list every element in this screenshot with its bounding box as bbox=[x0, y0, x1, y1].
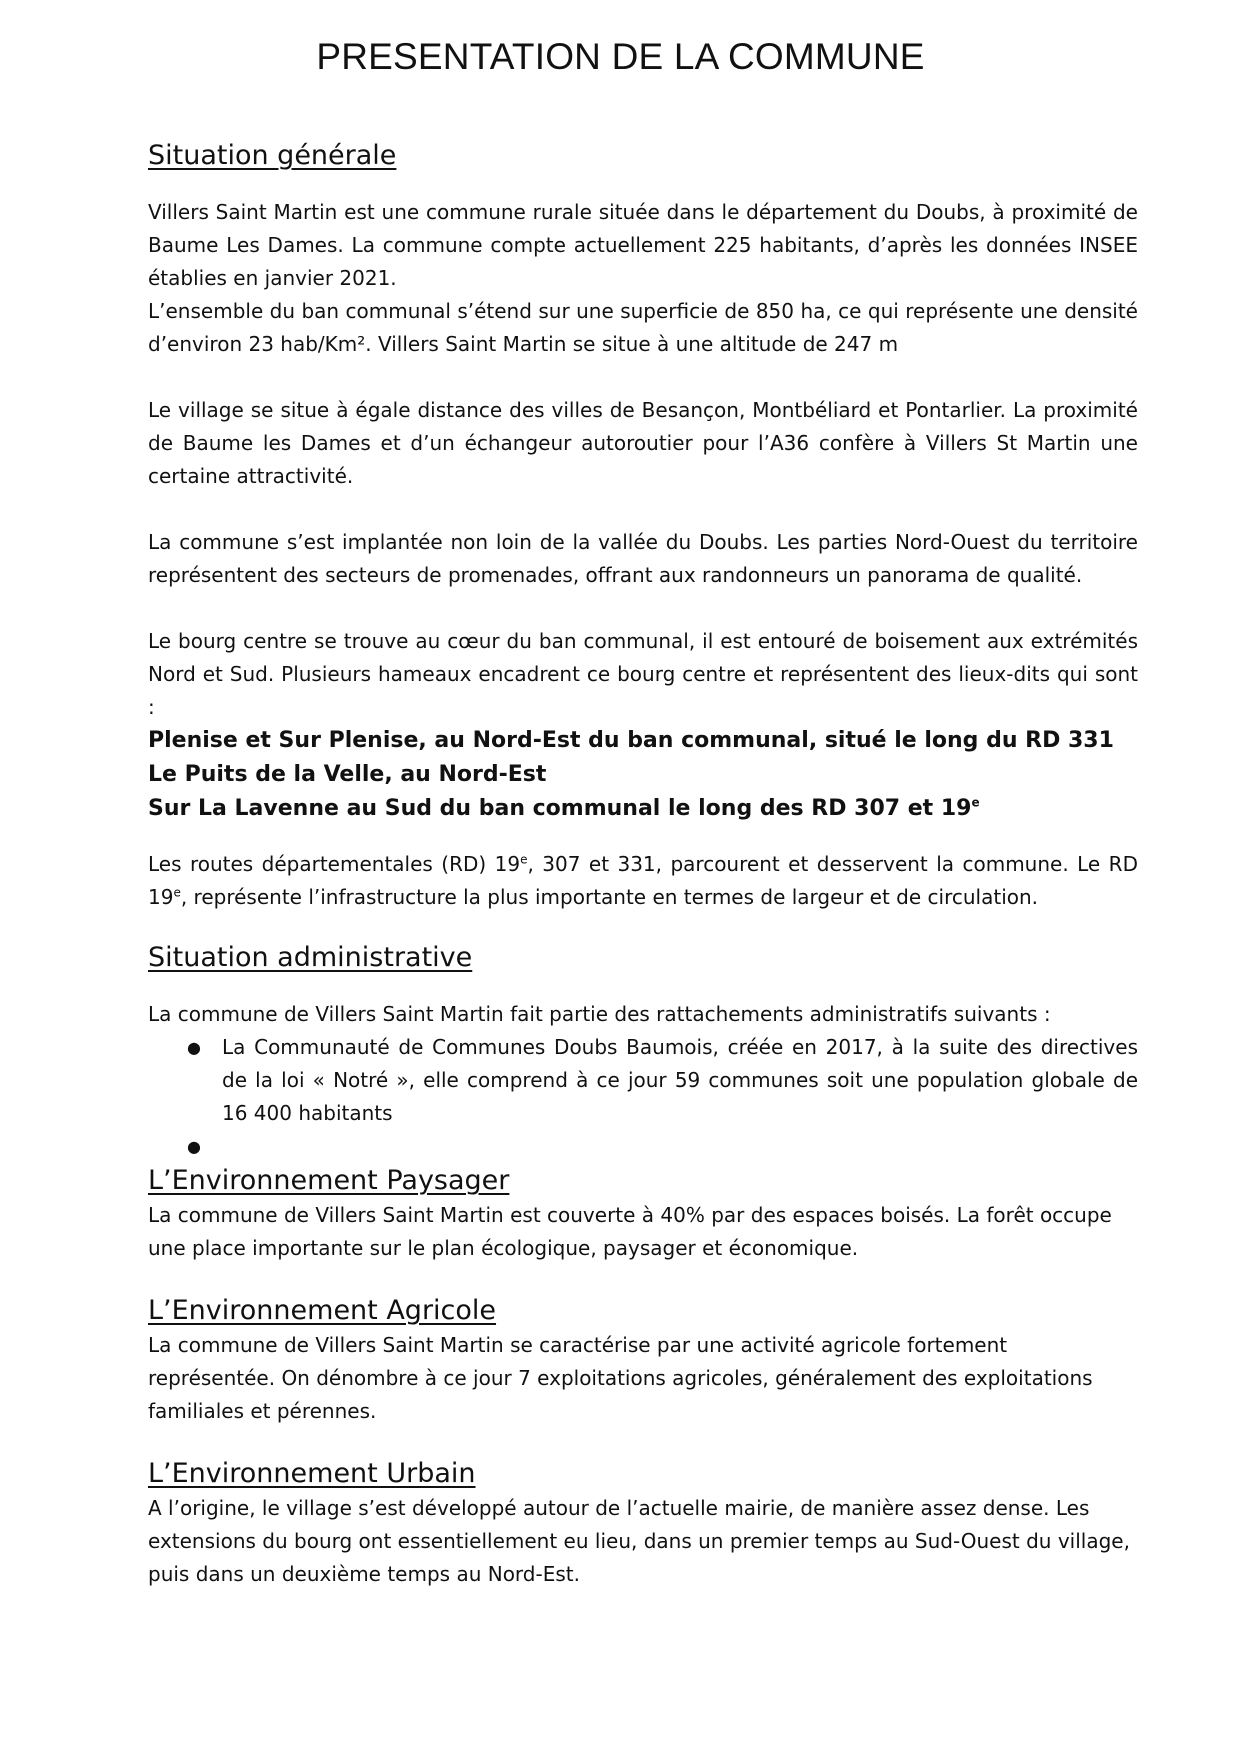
lieu-dit-text: Sur La Lavenne au Sud du ban communal le long des RD 307 et 19 bbox=[148, 796, 972, 821]
paragraph: La commune de Villers Saint Martin est couverte à 40% par des espaces boisés. La forêt occupe une place importante sur le plan écologique, paysager et économique. bbox=[148, 1203, 1112, 1260]
section-situation-administrative bbox=[148, 940, 1138, 1163]
section-heading: L’Environnement Agricole bbox=[148, 1295, 497, 1326]
bullet-list bbox=[148, 1031, 1138, 1163]
section-heading: L’Environnement Paysager bbox=[148, 1165, 510, 1196]
section-heading: Situation administrative bbox=[148, 942, 473, 973]
paragraph: Le village se situe à égale distance des villes de Besançon, Montbéliard et Pontarlier. La proximité de Baume les Dames et d’un échangeur autoroutier pour l’A36 confère à Villers St Martin une certaine attractivité. bbox=[148, 398, 1138, 488]
page-title: PRESENTATION DE LA COMMUNE bbox=[316, 36, 925, 77]
section-environnement-agricole bbox=[148, 1293, 1138, 1428]
superscript: e bbox=[971, 795, 980, 810]
list-item-empty bbox=[187, 1130, 1138, 1163]
paragraph: A l’origine, le village s’est développé autour de l’actuelle mairie, de manière assez dense. Les extensions du bourg ont essentiellement eu lieu, dans un premier temps au Sud-Ouest du village, puis dans un deuxième temps au Nord-Est. bbox=[148, 1496, 1130, 1586]
paragraph: La commune s’est implantée non loin de la vallée du Doubs. Les parties Nord-Ouest du territoire représentent des secteurs de promenades, offrant aux randonneurs un panorama de qualité. bbox=[148, 530, 1138, 587]
document-body bbox=[148, 138, 1138, 1591]
paragraph: Le bourg centre se trouve au cœur du ban communal, il est entouré de boisement aux extrémités Nord et Sud. Plusieurs hameaux encadrent ce bourg centre et représentent des lieux-dits qui sont : bbox=[148, 629, 1138, 719]
lieux-dits-list bbox=[148, 724, 1138, 826]
paragraph: Villers Saint Martin est une commune rurale située dans le département du Doubs, à proximité de Baume Les Dames. La commune compte actuellement 225 habitants, d’après les données INSEE établies en janvier 2021. bbox=[148, 200, 1138, 290]
superscript: e bbox=[173, 885, 181, 900]
lieu-dit: Le Puits de la Velle, au Nord-Est bbox=[148, 762, 547, 787]
superscript: e bbox=[520, 852, 528, 867]
text-fragment: , représente l’infrastructure la plus importante en termes de largeur et de circulation. bbox=[180, 885, 1039, 909]
paragraph: La commune de Villers Saint Martin se caractérise par une activité agricole fortement représentée. On dénombre à ce jour 7 exploitations agricoles, généralement des exploitations familiales et pérennes. bbox=[148, 1333, 1093, 1423]
section-situation-generale bbox=[148, 138, 1138, 914]
text-fragment: Les routes départementales (RD) 19 bbox=[148, 852, 521, 876]
section-environnement-paysager bbox=[148, 1163, 1138, 1265]
section-environnement-urbain bbox=[148, 1456, 1138, 1591]
paragraph: L’ensemble du ban communal s’étend sur une superficie de 850 ha, ce qui représente une densité d’environ 23 hab/Km². Villers Saint Martin se situe à une altitude de 247 m bbox=[148, 299, 1138, 356]
paragraph bbox=[148, 848, 1138, 914]
lieu-dit bbox=[148, 792, 1138, 826]
lieu-dit: Plenise et Sur Plenise, au Nord-Est du ban communal, situé le long du RD 331 bbox=[148, 728, 1114, 753]
bullet-icon: ● bbox=[187, 1038, 201, 1057]
paragraph: La commune de Villers Saint Martin fait partie des rattachements administratifs suivants : bbox=[148, 1002, 1051, 1026]
list-item-text: La Communauté de Communes Doubs Baumois, créée en 2017, à la suite des directives de la loi « Notré », elle comprend à ce jour 59 communes soit une population globale de 16 400 habitants bbox=[222, 1035, 1138, 1125]
list-item bbox=[187, 1031, 1138, 1130]
text-fragment: , 307 et 331, parcourent et desservent la commune. Le RD 19 bbox=[148, 852, 1138, 909]
section-heading: L’Environnement Urbain bbox=[148, 1458, 476, 1489]
section-heading: Situation générale bbox=[148, 140, 397, 171]
bullet-icon: ● bbox=[187, 1137, 201, 1156]
